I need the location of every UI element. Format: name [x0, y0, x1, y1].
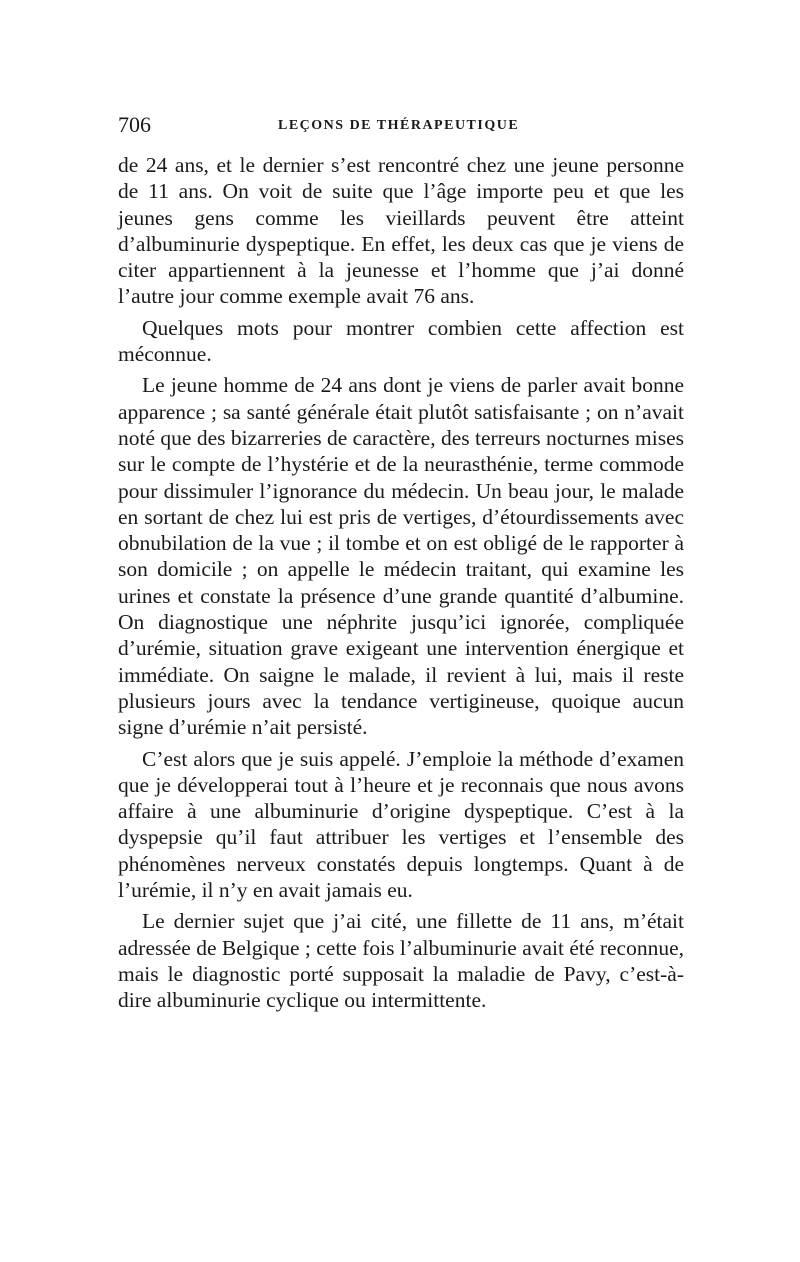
running-title: LEÇONS DE THÉRAPEUTIQUE — [278, 118, 520, 133]
page-number: 706 — [118, 112, 151, 137]
paragraph: C’est alors que je suis appelé. J’emploie la méthode d’examen que je développerai tout à l’heure et je reconnais que nous avons affaire à une albuminurie d’origine dyspeptique. C’est à la dyspepsie qu’il faut attribuer les vertiges et l’ensemble des phénomènes nerveux constatés depuis longtemps. Quant à de l’urémie, il n’y en avait jamais eu. — [118, 746, 684, 903]
body-text — [118, 152, 684, 1019]
paragraph-continuation: de 24 ans, et le dernier s’est rencontré chez une jeune personne de 11 ans. On voit de suite que l’âge importe peu et que les jeunes gens comme les vieillards peuvent être atteint d’albuminurie dyspeptique. En effet, les deux cas que je viens de citer appartiennent à la jeunesse et l’homme que j’ai donné l’autre jour comme exemple avait 76 ans. — [118, 153, 684, 309]
page-header — [118, 112, 684, 142]
paragraph: Le dernier sujet que j’ai cité, une fillette de 11 ans, m’était adressée de Belgique ; cette fois l’albuminurie avait été reconnue, mais le diagnostic porté supposait la maladie de Pavy, c’est-à-dire albuminurie cyclique ou intermittente. — [118, 909, 684, 1013]
paragraph: Le jeune homme de 24 ans dont je viens de parler avait bonne apparence ; sa santé générale était plutôt satisfaisante ; on n’avait noté que des bizarreries de caractère, des terreurs nocturnes mises sur le compte de l’hystérie et de la neurasthénie, terme commode pour dissimuler l’ignorance du médecin. Un beau jour, le malade en sortant de chez lui est pris de vertiges, d’étourdissements avec obnubilation de la vue ; il tombe et on est obligé de le rapporter à son domicile ; on appelle le médecin traitant, qui examine les urines et constate la présence d’une grande quantité d’albumine. On diagnostique une néphrite jusqu’ici ignorée, compliquée d’urémie, situation grave exigeant une intervention énergique et immédiate. On saigne le malade, il revient à lui, mais il reste plusieurs jours avec la tendance vertigineuse, quoique aucun signe d’urémie n’ait persisté. — [118, 373, 684, 740]
paragraph: Quelques mots pour montrer combien cette affection est méconnue. — [118, 315, 684, 367]
